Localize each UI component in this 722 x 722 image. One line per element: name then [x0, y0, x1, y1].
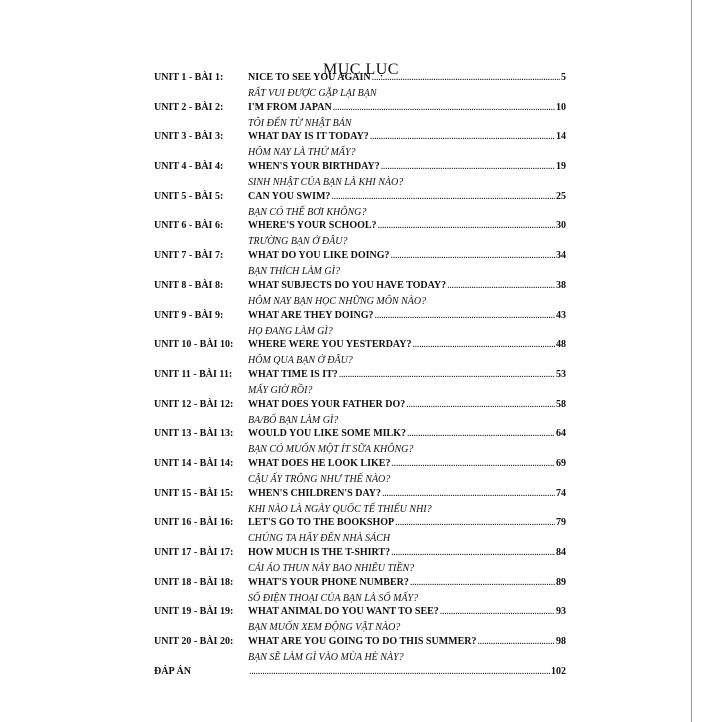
toc-entry-title: WHERE WERE YOU YESTERDAY?	[248, 339, 412, 351]
toc-entry-subtitle: HÔM QUA BẠN Ở ĐÂU?	[248, 355, 353, 367]
toc-entry-line	[154, 517, 566, 532]
toc-entry-subtitle: BẠN CÓ MUỐN MỘT ÍT SỮA KHÔNG?	[248, 444, 414, 456]
toc-unit-label: UNIT 2 - BÀI 2:	[154, 101, 224, 113]
toc-entry-subtitle: BA/BỐ BẠN LÀM GÌ?	[248, 414, 339, 426]
toc-entry-title: CAN YOU SWIM?	[248, 190, 331, 202]
toc-entry-title: WHAT ARE YOU GOING TO DO THIS SUMMER?	[248, 636, 477, 648]
toc-entry-2[interactable]	[154, 102, 566, 132]
toc-entry-line	[154, 131, 566, 146]
toc-dot-leader	[378, 220, 555, 231]
toc-unit-label: UNIT 3 - BÀI 3:	[154, 131, 224, 143]
toc-unit-label: UNIT 7 - BÀI 7:	[154, 250, 224, 262]
toc-entry-line	[154, 280, 566, 295]
toc-entry-title: LET'S GO TO THE BOOKSHOP	[248, 517, 395, 529]
toc-dot-leader	[447, 280, 555, 291]
toc-page-number: 14	[556, 131, 566, 143]
toc-unit-label: UNIT 5 - BÀI 5:	[154, 190, 224, 202]
toc-dot-leader	[412, 339, 555, 350]
toc-page-number: 79	[556, 517, 566, 529]
toc-page-number: 98	[556, 636, 566, 648]
toc-entry-line	[154, 666, 566, 681]
toc-page-number: 93	[556, 606, 566, 618]
toc-page-number: 38	[556, 279, 566, 291]
toc-entry-6[interactable]	[154, 220, 566, 250]
toc-entry-subtitle: TÔI ĐẾN TỪ NHẬT BẢN	[248, 117, 352, 129]
toc-entry-title: NICE TO SEE YOU AGAIN	[248, 72, 371, 83]
toc-entry-5[interactable]	[154, 191, 566, 221]
toc-entry-11[interactable]	[154, 369, 566, 399]
toc-dot-leader	[249, 666, 550, 677]
toc-page-number: 19	[556, 161, 566, 173]
toc-entry-19[interactable]	[154, 606, 566, 636]
toc-entry-line	[154, 577, 566, 592]
toc-dot-leader	[391, 547, 555, 558]
toc-dot-leader	[391, 458, 555, 469]
toc-entry-line	[154, 310, 566, 325]
toc-unit-label: UNIT 18 - BÀI 18:	[154, 576, 234, 588]
toc-page-number: 34	[556, 250, 566, 262]
toc-unit-label: UNIT 10 - BÀI 10:	[154, 339, 234, 351]
toc-dot-leader	[370, 131, 555, 142]
toc-entry-title: WHEN'S CHILDREN'S DAY?	[248, 487, 381, 499]
toc-dot-leader	[331, 191, 555, 202]
toc-entry-18[interactable]	[154, 577, 566, 607]
toc-page-number: 30	[556, 220, 566, 232]
toc-dot-leader	[440, 606, 555, 617]
toc-entry-line	[154, 220, 566, 235]
toc-entry-title: WHAT DOES YOUR FATHER DO?	[248, 398, 406, 410]
toc-unit-label: ĐÁP ÁN	[154, 665, 191, 677]
toc-entry-title: WHAT DO YOU LIKE DOING?	[248, 250, 390, 262]
toc-dot-leader	[410, 577, 555, 588]
toc-entry-line	[154, 606, 566, 621]
toc-unit-label: UNIT 11 - BÀI 11:	[154, 368, 233, 380]
toc-entry-title: WHAT DAY IS IT TODAY?	[248, 131, 369, 143]
toc-entry-line	[154, 547, 566, 562]
toc-entry-title: I'M FROM JAPAN	[248, 101, 332, 113]
toc-unit-label: UNIT 14 - BÀI 14:	[154, 457, 234, 469]
page-edge-line	[691, 0, 692, 722]
toc-page-number: 48	[556, 339, 566, 351]
toc-entry-16[interactable]	[154, 517, 566, 547]
toc-dot-leader	[395, 517, 555, 528]
toc-entry-subtitle: CẬU ẤY TRÔNG NHƯ THẾ NÀO?	[248, 473, 391, 485]
toc-page-number: 53	[556, 368, 566, 380]
toc-entry-subtitle: MẤY GIỜ RỒI?	[248, 384, 313, 396]
toc-entry-1[interactable]	[154, 72, 566, 102]
toc-unit-label: UNIT 4 - BÀI 4:	[154, 161, 224, 173]
toc-unit-label: UNIT 20 - BÀI 20:	[154, 636, 234, 648]
toc-dot-leader	[477, 636, 555, 647]
toc-entry-9[interactable]	[154, 310, 566, 340]
toc-unit-label: UNIT 16 - BÀI 16:	[154, 517, 234, 529]
toc-entry-line	[154, 428, 566, 443]
toc-page-number: 5	[561, 72, 566, 83]
toc-page-number: 89	[556, 576, 566, 588]
toc-entry-17[interactable]	[154, 547, 566, 577]
toc-entry-title: WHAT'S YOUR PHONE NUMBER?	[248, 576, 409, 588]
toc-entry-line	[154, 161, 566, 176]
toc-entry-7[interactable]	[154, 250, 566, 280]
toc-dot-leader	[382, 488, 555, 499]
toc-dot-leader	[375, 310, 556, 321]
toc-entry-14[interactable]	[154, 458, 566, 488]
toc-entry-subtitle: HÔM NAY BẠN HỌC NHỮNG MÔN NÀO?	[248, 295, 427, 307]
toc-entry-title: WHAT DOES HE LOOK LIKE?	[248, 457, 391, 469]
toc-entry-line	[154, 488, 566, 503]
toc-entry-subtitle: HÔM NAY LÀ THỨ MẤY?	[248, 147, 356, 159]
toc-entry-line	[154, 191, 566, 206]
toc-entry-title: WHAT TIME IS IT?	[248, 368, 338, 380]
toc-dot-leader	[333, 102, 555, 113]
toc-entry-4[interactable]	[154, 161, 566, 191]
toc-page-number: 25	[556, 190, 566, 202]
toc-dot-leader	[407, 428, 555, 439]
toc-entry-subtitle: BẠN MUỐN XEM ĐỘNG VẬT NÀO?	[248, 622, 401, 634]
toc-unit-label: UNIT 8 - BÀI 8:	[154, 279, 224, 291]
toc-entry-subtitle: HỌ ĐANG LÀM GÌ?	[248, 325, 333, 337]
toc-page-number: 43	[556, 309, 566, 321]
toc-unit-label: UNIT 6 - BÀI 6:	[154, 220, 224, 232]
toc-dot-leader	[406, 399, 555, 410]
toc-entry-12[interactable]	[154, 399, 566, 429]
toc-entry-subtitle: TRƯỜNG BẠN Ở ĐÂU?	[248, 236, 348, 248]
toc-entry-subtitle: BẠN THÍCH LÀM GÌ?	[248, 266, 340, 278]
toc-entry-21[interactable]	[154, 666, 566, 696]
toc-page-number: 69	[556, 457, 566, 469]
toc-page-number: 10	[556, 101, 566, 113]
toc-entry-subtitle: CÁI ÁO THUN NÀY BAO NHIÊU TIỀN?	[248, 563, 415, 574]
toc-entry-subtitle	[248, 681, 566, 695]
toc-entry-line	[154, 636, 566, 651]
toc-page-number: 84	[556, 547, 566, 558]
toc-entry-subtitle: SINH NHẬT CỦA BẠN LÀ KHI NÀO?	[248, 177, 404, 189]
toc-entry-8[interactable]	[154, 280, 566, 310]
toc-unit-label: UNIT 12 - BÀI 12:	[154, 398, 234, 410]
toc-entry-title: WHAT ARE THEY DOING?	[248, 309, 374, 321]
toc-page-number: 58	[556, 398, 566, 410]
toc-unit-label: UNIT 19 - BÀI 19:	[154, 606, 234, 618]
toc-entry-line	[154, 339, 566, 354]
toc-entry-subtitle: CHÚNG TA HÃY ĐẾN NHÀ SÁCH	[248, 533, 391, 545]
toc-entry-title: WHEN'S YOUR BIRTHDAY?	[248, 161, 380, 173]
toc-entry-line	[154, 399, 566, 414]
toc-entry-13[interactable]	[154, 428, 566, 458]
toc-entry-subtitle: KHI NÀO LÀ NGÀY QUỐC TẾ THIẾU NHI?	[248, 503, 432, 515]
toc-entry-title: WHERE'S YOUR SCHOOL?	[248, 220, 377, 232]
table-of-contents	[154, 72, 566, 695]
toc-entry-title: WHAT SUBJECTS DO YOU HAVE TODAY?	[248, 279, 447, 291]
toc-dot-leader	[391, 250, 556, 261]
toc-entry-subtitle: BẠN SẼ LÀM GÌ VÀO MÙA HÈ NÀY?	[248, 652, 404, 664]
toc-dot-leader	[339, 369, 555, 380]
toc-entry-subtitle: BẠN CÓ THỂ BƠI KHÔNG?	[248, 206, 367, 218]
toc-dot-leader	[372, 72, 560, 83]
toc-unit-label: UNIT 15 - BÀI 15:	[154, 487, 234, 499]
toc-page-number: 102	[551, 665, 566, 677]
toc-page-number: 64	[556, 428, 566, 440]
toc-unit-label: UNIT 1 - BÀI 1:	[154, 72, 224, 83]
toc-unit-label: UNIT 9 - BÀI 9:	[154, 309, 224, 321]
toc-unit-label: UNIT 17 - BÀI 17:	[154, 547, 234, 558]
toc-entry-20[interactable]	[154, 636, 566, 666]
page-title: MỤC LỤC	[323, 60, 399, 78]
toc-entry-line	[154, 72, 566, 87]
toc-dot-leader	[381, 161, 555, 172]
toc-entry-15[interactable]	[154, 488, 566, 518]
toc-unit-label: UNIT 13 - BÀI 13:	[154, 428, 234, 440]
toc-entry-line	[154, 458, 566, 473]
toc-page-number: 74	[556, 487, 566, 499]
toc-entry-line	[154, 102, 566, 117]
toc-entry-title: WOULD YOU LIKE SOME MILK?	[248, 428, 406, 440]
toc-entry-title: HOW MUCH IS THE T-SHIRT?	[248, 547, 391, 558]
toc-entry-subtitle: RẤT VUI ĐƯỢC GẶP LẠI BẠN	[248, 88, 377, 99]
toc-entry-line	[154, 369, 566, 384]
toc-entry-10[interactable]	[154, 339, 566, 369]
toc-entry-subtitle: SỐ ĐIỆN THOẠI CỦA BẠN LÀ SỐ MẤY?	[248, 592, 419, 604]
toc-entry-title: WHAT ANIMAL DO YOU WANT TO SEE?	[248, 606, 439, 618]
toc-entry-line	[154, 250, 566, 265]
toc-entry-3[interactable]	[154, 131, 566, 161]
